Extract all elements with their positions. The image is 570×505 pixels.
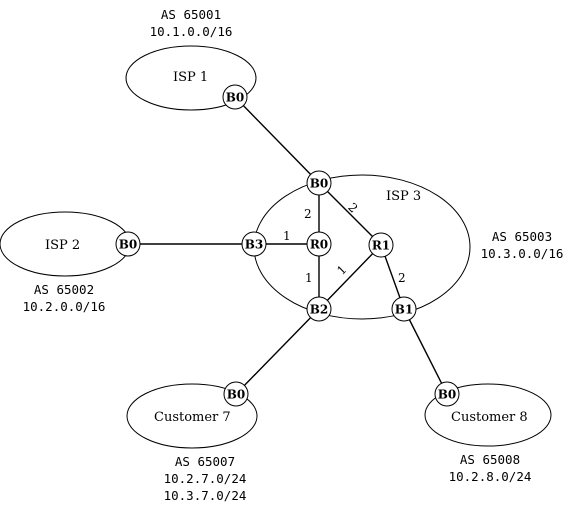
- svg-text:B0: B0: [225, 90, 245, 105]
- customer7-prefix-1: 10.2.7.0/24: [163, 471, 247, 486]
- isp1-border-router-b0: [223, 85, 247, 109]
- link-b1-customer8-b0: [404, 309, 447, 394]
- customer7-name: Customer 7: [154, 410, 231, 425]
- customer7-border-router-b0: [224, 382, 248, 406]
- isp2-name: ISP 2: [45, 238, 81, 253]
- isp3-border-router-b0: [307, 171, 331, 195]
- customer8-as-number: AS 65008: [459, 452, 521, 467]
- isp2-border-router-b0: [116, 232, 140, 256]
- isp3-border-router-b2: [307, 297, 331, 321]
- cost-r1-b1: 2: [398, 271, 406, 285]
- svg-text:B3: B3: [244, 237, 264, 252]
- svg-text:B0: B0: [226, 387, 246, 402]
- isp2-as-number: AS 65002: [33, 282, 95, 297]
- customer7-as-number: AS 65007: [174, 454, 236, 469]
- cost-b3-r0: 1: [283, 229, 291, 243]
- svg-text:B0: B0: [437, 387, 457, 402]
- cost-b0-r0: 2: [304, 207, 312, 221]
- svg-text:B1: B1: [394, 302, 414, 317]
- isp3-router-r0: [307, 232, 331, 256]
- svg-text:R1: R1: [371, 238, 391, 253]
- svg-text:R0: R0: [309, 237, 329, 252]
- customer8-border-router-b0: [435, 382, 459, 406]
- svg-text:B0: B0: [118, 237, 138, 252]
- svg-text:B0: B0: [309, 176, 329, 191]
- isp3-cloud: [254, 175, 470, 319]
- link-b2-customer7-b0: [236, 309, 319, 394]
- svg-text:B2: B2: [309, 302, 329, 317]
- isp2-prefix: 10.2.0.0/16: [22, 299, 106, 314]
- isp3-border-router-b1: [392, 297, 416, 321]
- link-b2-r1: [319, 245, 381, 309]
- isp3-name: ISP 3: [386, 189, 422, 204]
- isp1-as-number: AS 65001: [160, 7, 222, 22]
- customer8-name: Customer 8: [451, 410, 528, 425]
- link-isp1-b0-isp3-b0: [235, 97, 319, 183]
- isp1-prefix: 10.1.0.0/16: [149, 24, 233, 39]
- isp1-name: ISP 1: [173, 70, 209, 85]
- customer7-prefix-2: 10.3.7.0/24: [163, 488, 247, 503]
- cost-r0-b2: 1: [305, 271, 313, 285]
- customer8-prefix: 10.2.8.0/24: [448, 469, 532, 484]
- isp3-prefix: 10.3.0.0/16: [480, 246, 564, 261]
- isp3-as-number: AS 65003: [491, 229, 553, 244]
- isp3-router-r1: [369, 233, 393, 257]
- cost-b0-r1: 2: [345, 200, 361, 216]
- isp3-border-router-b3: [242, 232, 266, 256]
- cost-b2-r1: 1: [334, 262, 350, 278]
